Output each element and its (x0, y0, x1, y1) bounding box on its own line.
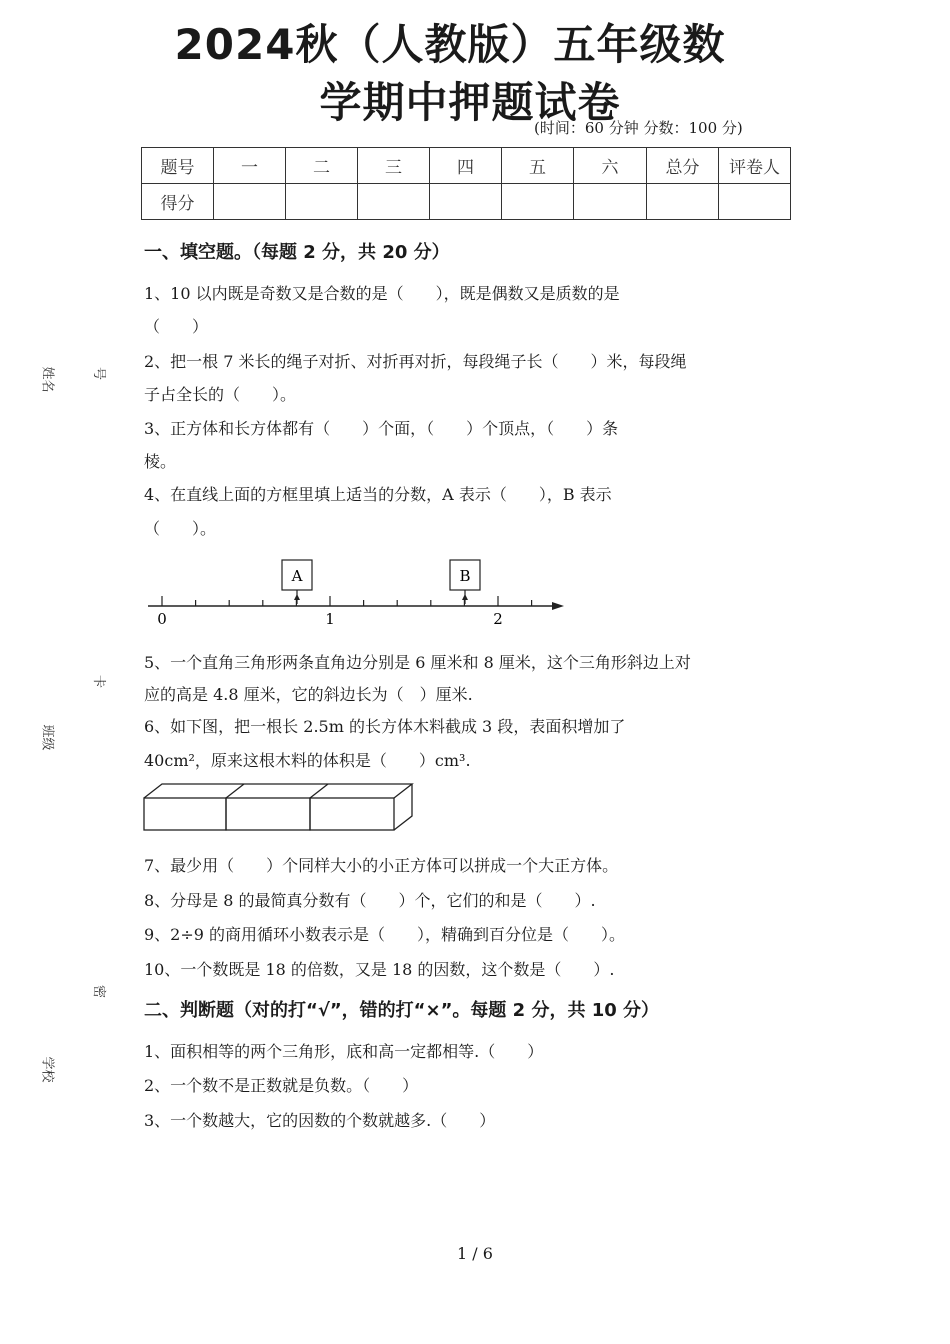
side-label-name: 姓名 (39, 366, 55, 393)
wood-block-figure (140, 780, 430, 835)
score-cell[interactable] (214, 184, 286, 220)
wood-segment-1 (144, 798, 226, 830)
wood-segment-3 (310, 798, 394, 830)
score-cell[interactable] (647, 184, 719, 220)
number-line-label-1: 1 (325, 610, 335, 628)
question-line: （ ） (144, 317, 209, 336)
question-line: 1、面积相等的两个三角形，底和高一定都相等.（ ） (144, 1042, 544, 1061)
score-header-cell: 二 (286, 148, 358, 184)
wood-cut-1 (226, 784, 244, 798)
question-line: 3、一个数越大，它的因数的个数就越多.（ ） (144, 1111, 496, 1130)
score-header-cell: 总分 (647, 148, 719, 184)
score-table (141, 147, 791, 220)
box-a-pointer-head (294, 594, 300, 600)
question-line: 2、一个数不是正数就是负数。（ ） (144, 1076, 419, 1095)
score-header-cell: 三 (358, 148, 430, 184)
score-cell[interactable] (286, 184, 358, 220)
score-table-score-row (142, 184, 791, 220)
score-cell[interactable] (358, 184, 430, 220)
score-table-header-row (142, 148, 791, 184)
number-line-arrow (552, 602, 564, 610)
side-label-seal: 密 (91, 984, 107, 999)
score-header-cell: 六 (574, 148, 647, 184)
number-line-label-2: 2 (493, 610, 503, 628)
side-label-school: 学校 (39, 1056, 55, 1083)
score-header-cell: 五 (502, 148, 574, 184)
score-cell[interactable] (719, 184, 791, 220)
score-header-cell: 一 (214, 148, 286, 184)
question-line: （ ）。 (144, 519, 217, 538)
section2-heading: 二、判断题（对的打“√”，错的打“×”。每题 2 分，共 10 分） (144, 1000, 660, 1021)
question-line: 1、10 以内既是奇数又是合数的是（ ），既是偶数又是质数的是 (144, 284, 620, 303)
score-cell[interactable] (430, 184, 502, 220)
score-header-cell: 四 (430, 148, 502, 184)
wood-cut-2 (310, 784, 328, 798)
question-line: 子占全长的（ ）。 (144, 385, 297, 404)
question-line: 7、最少用（ ）个同样大小的小正方体可以拼成一个大正方体。 (144, 856, 619, 875)
score-header-cell: 题号 (142, 148, 214, 184)
question-line: 10、一个数既是 18 的倍数，又是 18 的因数，这个数是（ ）. (144, 960, 615, 979)
side-label-seal: 卡 (91, 674, 107, 689)
side-label-class: 班级 (39, 724, 55, 751)
question-line: 4、在直线上面的方框里填上适当的分数，A 表示（ ），B 表示 (144, 485, 612, 504)
question-line: 8、分母是 8 的最简真分数有（ ）个，它们的和是（ ）. (144, 891, 596, 910)
number-line-label-0: 0 (157, 610, 167, 628)
wood-segment-2 (226, 798, 310, 830)
page-number: 1 / 6 (457, 1244, 493, 1263)
time-info: (时间：60 分钟 分数：100 分) (534, 119, 743, 137)
question-line: 5、一个直角三角形两条直角边分别是 6 厘米和 8 厘米，这个三角形斜边上对 (144, 653, 691, 672)
question-line: 棱。 (144, 452, 177, 471)
wood-top-face (144, 784, 412, 798)
number-line-ticks (162, 596, 532, 606)
question-line: 9、2÷9 的商用循环小数表示是（ ），精确到百分位是（ ）。 (144, 925, 626, 944)
exam-title-line1: 2024秋（人教版）五年级数 (174, 20, 726, 69)
number-line-figure (140, 552, 580, 632)
question-line: 40cm²，原来这根木料的体积是（ ）cm³. (144, 751, 471, 770)
section1-heading: 一、填空题。（每题 2 分，共 20 分） (144, 242, 450, 263)
box-a-label: A (291, 567, 303, 585)
score-cell[interactable] (502, 184, 574, 220)
score-row-label: 得分 (142, 184, 214, 220)
score-header-cell: 评卷人 (719, 148, 791, 184)
side-label-seal: 号 (91, 366, 107, 381)
score-cell[interactable] (574, 184, 647, 220)
question-line: 3、正方体和长方体都有（ ）个面，（ ）个顶点，（ ）条 (144, 419, 619, 438)
question-line: 2、把一根 7 米长的绳子对折、对折再对折，每段绳子长（ ）米，每段绳 (144, 352, 687, 371)
question-line: 6、如下图，把一根长 2.5m 的长方体木料截成 3 段，表面积增加了 (144, 717, 626, 736)
question-line: 应的高是 4.8 厘米，它的斜边长为（ ）厘米. (144, 685, 473, 704)
box-b-pointer-head (462, 594, 468, 600)
exam-title-line2: 学期中押题试卷 (319, 78, 621, 127)
box-b-label: B (459, 567, 471, 585)
